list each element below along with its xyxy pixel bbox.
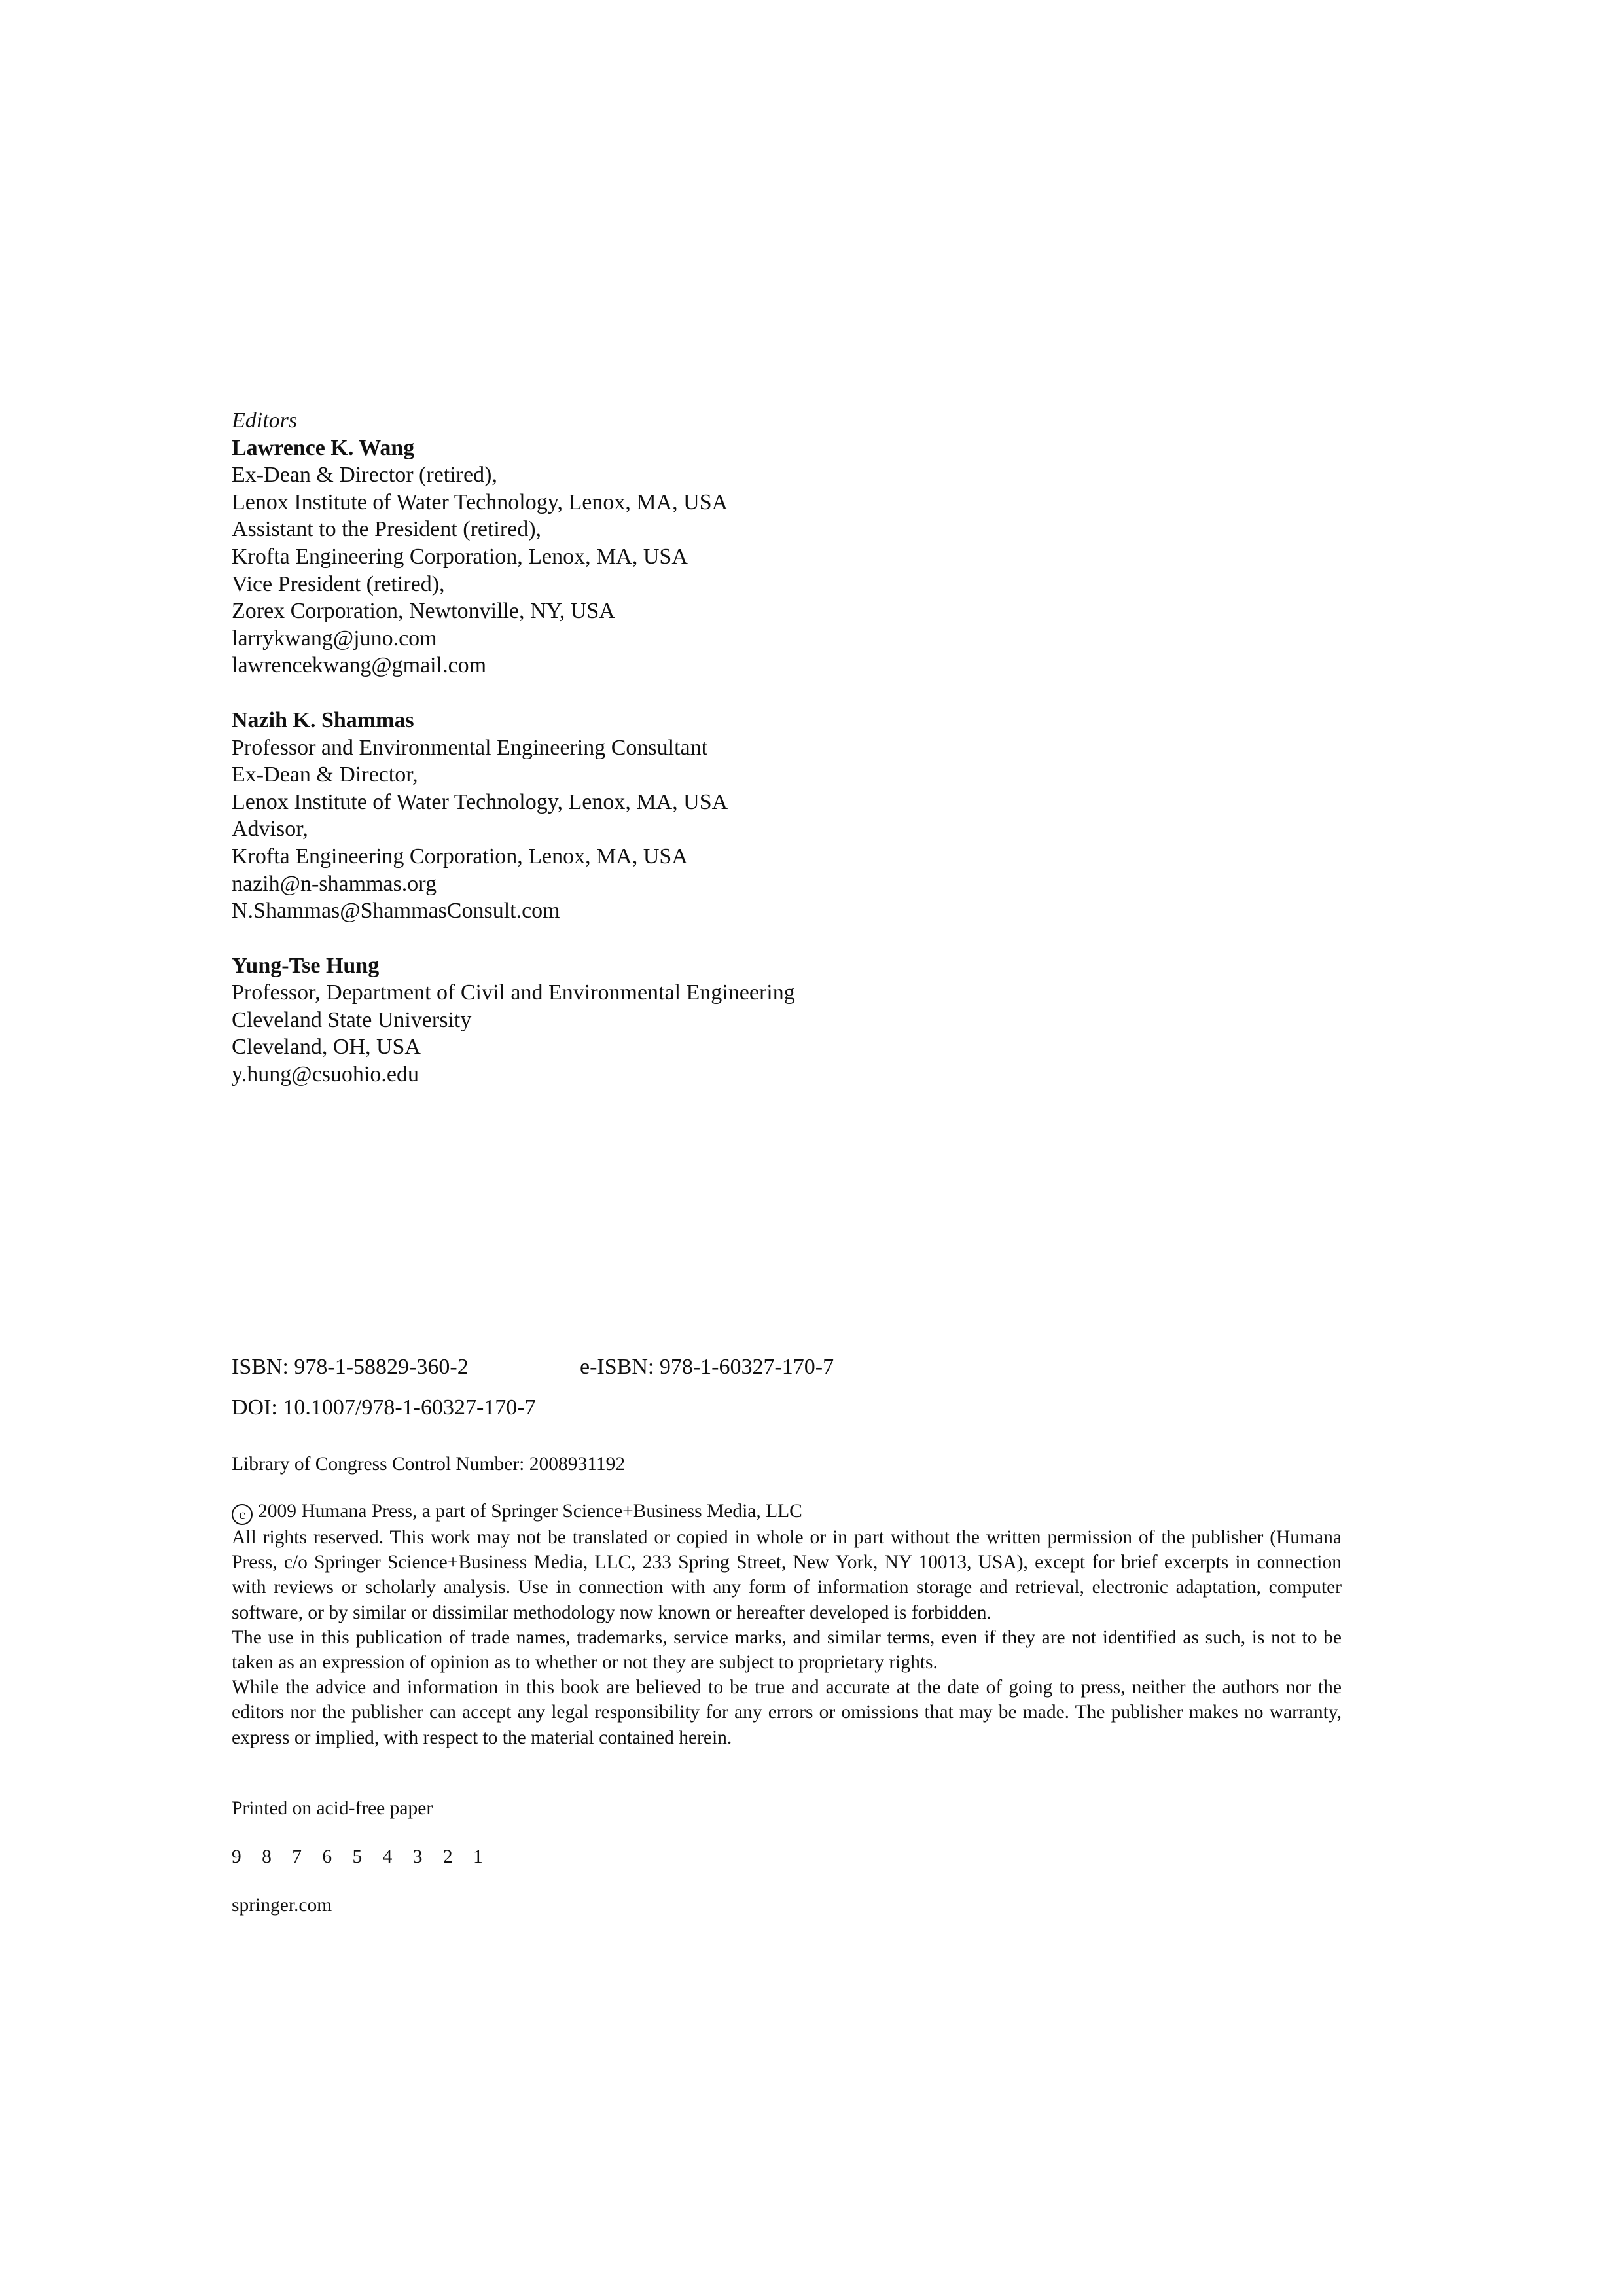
isbn: ISBN: 978-1-58829-360-2 (232, 1355, 469, 1379)
editor-hung (232, 952, 795, 1088)
editor-name: Nazih K. Shammas (232, 708, 414, 732)
doi: DOI: 10.1007/978-1-60327-170-7 (232, 1395, 536, 1420)
editors-section (232, 407, 795, 1116)
editor-affiliation-line: Cleveland, OH, USA (232, 1035, 421, 1060)
publisher-website: springer.com (232, 1895, 332, 1916)
editor-shammas (232, 707, 795, 925)
editor-affiliation-line: Lenox Institute of Water Technology, Lenox, MA, USA (232, 490, 728, 514)
trademark-paragraph: The use in this publication of trade names, trademarks, service marks, and similar terms, even if they are not identified as such, is not to be taken as an expression of opinion as to whether or not they are subject to proprietary rights. (232, 1626, 1342, 1674)
copyright-text: 2009 Humana Press, a part of Springer Science+Business Media, LLC (258, 1501, 802, 1522)
editor-affiliation-line: Cleveland State University (232, 1007, 472, 1032)
editor-name: Yung-Tse Hung (232, 953, 380, 978)
editor-wang (232, 435, 795, 679)
copyright-section (232, 1499, 1342, 1750)
printing-line: 9 8 7 6 5 4 3 2 1 (232, 1846, 491, 1867)
identifiers-section (232, 1354, 834, 1422)
editor-email: y.hung@csuohio.edu (232, 1062, 419, 1087)
copyright-notice (232, 1499, 1342, 1525)
editor-affiliation-line: Advisor, (232, 817, 308, 842)
editor-email: larrykwang@juno.com (232, 626, 437, 651)
editor-name: Lawrence K. Wang (232, 435, 415, 460)
editor-affiliation-line: Zorex Corporation, Newtonville, NY, USA (232, 599, 615, 624)
eisbn: e-ISBN: 978-1-60327-170-7 (580, 1355, 834, 1379)
editor-affiliation-line: Lenox Institute of Water Technology, Lenox, MA, USA (232, 789, 728, 814)
editor-email: nazih@n-shammas.org (232, 871, 437, 896)
editor-affiliation-line: Professor and Environmental Engineering Consultant (232, 735, 708, 760)
editor-affiliation-line: Vice President (retired), (232, 571, 445, 596)
copyright-symbol-icon: c (232, 1504, 253, 1525)
isbn-row (232, 1354, 834, 1381)
editor-affiliation-line: Ex-Dean & Director (retired), (232, 463, 497, 488)
editor-email: lawrencekwang@gmail.com (232, 653, 487, 678)
disclaimer-paragraph: While the advice and information in this book are believed to be true and accurate at the date of going to press, neither the authors nor the editors nor the publisher can accept any legal responsibility for any errors or omissions that may be made. The publisher makes no warranty, express or implied, with respect to the material contained herein. (232, 1677, 1342, 1748)
rights-paragraph: All rights reserved. This work may not be translated or copied in whole or in part without the written permission of the publisher (Humana Press, c/o Springer Science+Business Media, LLC, 233 Spring Street, New York, NY 10013, USA), except for brief excerpts in connection with reviews or scholarly analysis. Use in connection with any form of information storage and retrieval, electronic adaptation, computer software, or by similar or dissimilar methodology now known or hereafter developed is forbidden. (232, 1527, 1342, 1623)
editor-affiliation-line: Ex-Dean & Director, (232, 762, 418, 787)
editors-heading: Editors (232, 408, 298, 433)
editor-affiliation-line: Krofta Engineering Corporation, Lenox, MA, USA (232, 844, 688, 869)
editor-affiliation-line: Krofta Engineering Corporation, Lenox, MA, USA (232, 544, 688, 569)
editor-affiliation-line: Assistant to the President (retired), (232, 517, 542, 542)
editor-affiliation-line: Professor, Department of Civil and Environmental Engineering (232, 980, 795, 1005)
paper-note: Printed on acid-free paper (232, 1798, 433, 1819)
lccn: Library of Congress Control Number: 2008931192 (232, 1454, 626, 1475)
editor-email: N.Shammas@ShammasConsult.com (232, 899, 560, 924)
